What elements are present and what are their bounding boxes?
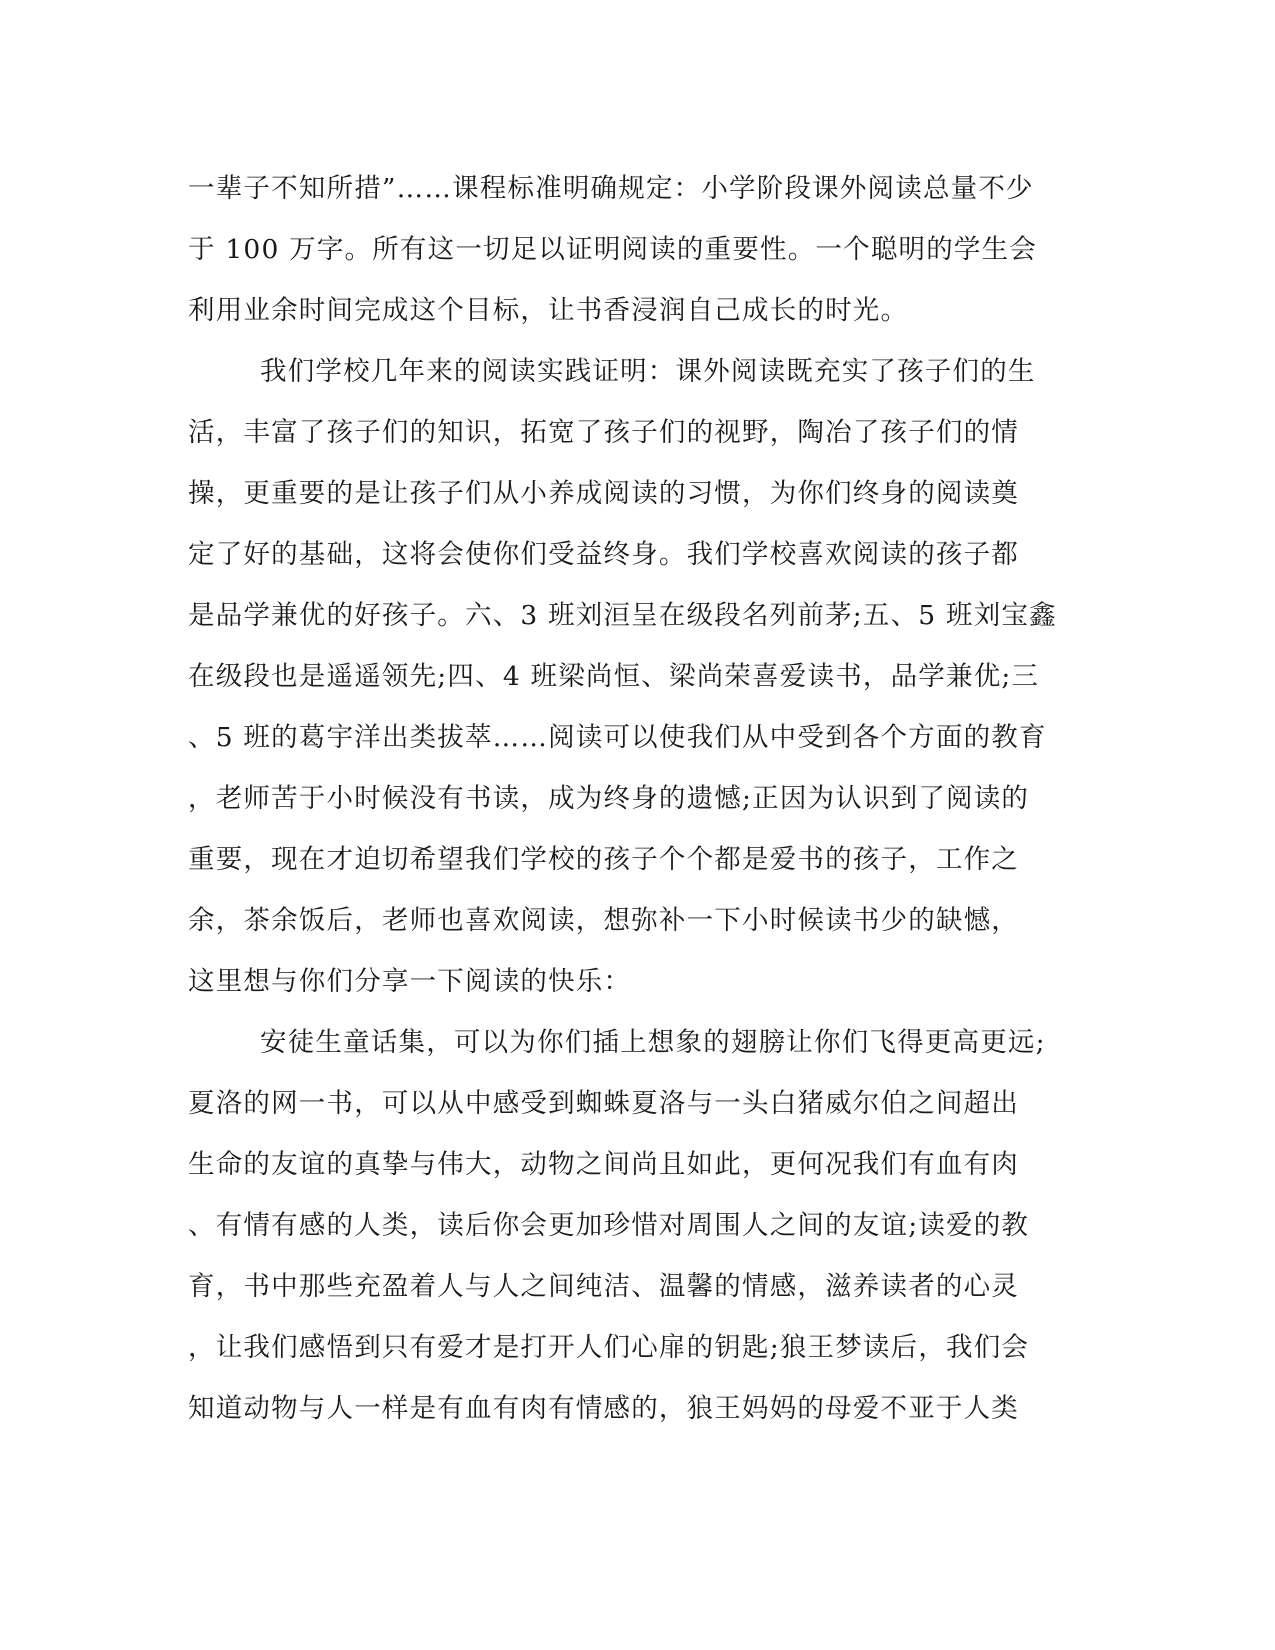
body-text bbox=[188, 158, 1088, 1439]
text-line: 重要，现在才迫切希望我们学校的孩子个个都是爱书的孩子，工作之 bbox=[188, 844, 1019, 875]
text-line: 操，更重要的是让孩子们从小养成阅读的习惯，为你们终身的阅读奠 bbox=[188, 478, 1019, 509]
text-line: 夏洛的网一书，可以从中感受到蜘蛛夏洛与一头白猪威尔伯之间超出 bbox=[188, 1088, 1019, 1119]
text-line: 在级段也是遥遥领先;四、4 班梁尚恒、梁尚荣喜爱读书，品学兼优;三 bbox=[188, 661, 1040, 692]
text-line: ，老师苦于小时候没有书读，成为终身的遗憾;正因为认识到了阅读的 bbox=[188, 783, 1030, 814]
text-line: 这里想与你们分享一下阅读的快乐： bbox=[188, 966, 632, 997]
text-line: 知道动物与人一样是有血有肉有情感的，狼王妈妈的母爱不亚于人类 bbox=[188, 1393, 1019, 1424]
text-line: 生命的友谊的真挚与伟大，动物之间尚且如此，更何况我们有血有肉 bbox=[188, 1149, 1019, 1180]
text-line: 活，丰富了孩子们的知识，拓宽了孩子们的视野，陶冶了孩子们的情 bbox=[188, 417, 1019, 448]
text-line: 、有情有感的人类，读后你会更加珍惜对周围人之间的友谊;读爱的教 bbox=[188, 1210, 1030, 1241]
text-line: 我们学校几年来的阅读实践证明：课外阅读既充实了孩子们的生 bbox=[260, 356, 1036, 387]
text-line: 利用业余时间完成这个目标，让书香浸润自己成长的时光。 bbox=[188, 295, 909, 326]
text-line: 是品学兼优的好孩子。六、3 班刘洹呈在级段名列前茅;五、5 班刘宝鑫 bbox=[188, 600, 1057, 631]
text-line: 余，茶余饭后，老师也喜欢阅读，想弥补一下小时候读书少的缺憾， bbox=[188, 905, 1019, 936]
text-line: 安徒生童话集，可以为你们插上想象的翅膀让你们飞得更高更远; bbox=[260, 1027, 1046, 1058]
text-line: 育，书中那些充盈着人与人之间纯洁、温馨的情感，滋养读者的心灵 bbox=[188, 1271, 1019, 1302]
text-line: 一辈子不知所措”……课程标准明确规定：小学阶段课外阅读总量不少 bbox=[188, 173, 1034, 204]
text-line: 于 100 万字。所有这一切足以证明阅读的重要性。一个聪明的学生会 bbox=[188, 234, 1038, 265]
text-line: 定了好的基础，这将会使你们受益终身。我们学校喜欢阅读的孩子都 bbox=[188, 539, 1019, 570]
text-line: ，让我们感悟到只有爱才是打开人们心扉的钥匙;狼王梦读后，我们会 bbox=[188, 1332, 1030, 1363]
text-line: 、5 班的葛宇洋出类拔萃……阅读可以使我们从中受到各个方面的教育 bbox=[188, 722, 1047, 753]
